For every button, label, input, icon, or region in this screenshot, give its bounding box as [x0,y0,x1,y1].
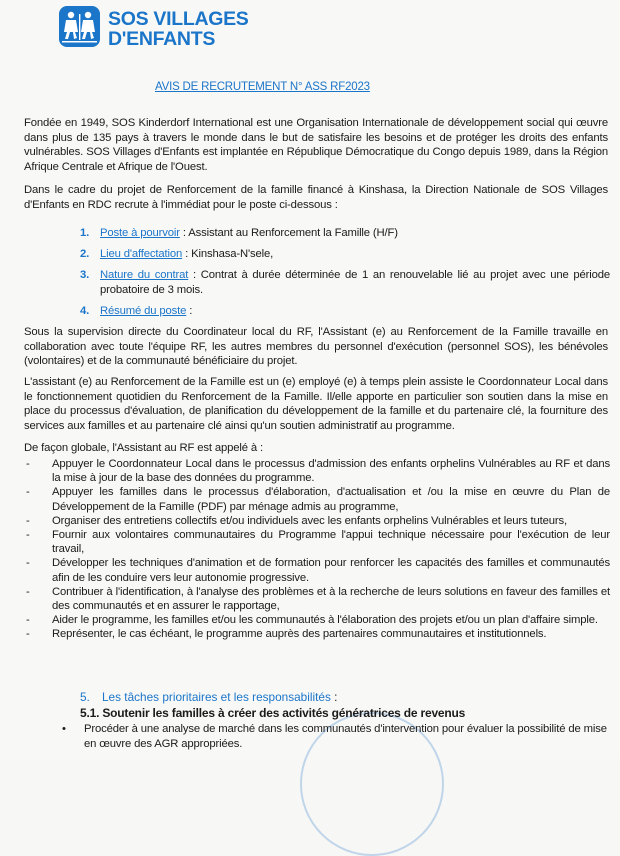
dash-bullet: - [26,614,30,627]
duty-item [24,514,610,528]
duty-text: Fournir aux volontaires communautaires du Programme l'appui technique nécessaire pour l'exécution de leur travail, [52,529,610,556]
duties-list [24,457,610,642]
item-lieu [80,247,610,262]
task-bullet-item [62,722,610,751]
item-number: 4. [80,305,90,317]
duty-text: Contribuer à l'identification, à l'analyse des problèmes et à la recherche de leurs solutions en faveur des familles et des communautés et en assurer le rapportage, [52,585,610,613]
page-title: AVIS DE RECRUTEMENT N° ASS RF2023 [155,81,370,93]
duty-text: Développer les techniques d'animation et de formation pour renforcer les capacités des familles et communautés afin de les conduire vers leur autonomie progressive. [52,557,610,584]
item-label: Poste à pourvoir [100,227,180,239]
subsection-5-1-heading: 5.1. Soutenir les familles à créer des activités génératrices de revenus [80,706,466,720]
item-text: : Kinshasa-N'sele, [182,248,274,260]
duty-item [24,457,610,485]
section-suffix: : [330,690,338,704]
duty-text: Représenter, le cas échéant, le programme auprès des partenaires communautaires et institutionnels. [52,628,547,641]
item-text: : Assistant au Renforcement la Famille (H/F) [179,227,398,239]
logo-text [108,9,249,49]
item-number: 1. [80,227,90,239]
section-5-heading [80,690,337,704]
bullet-dot: • [62,723,66,735]
dash-bullet: - [26,628,30,641]
item-contrat [80,268,610,298]
item-label: Résumé du poste [100,305,187,317]
dash-bullet: - [26,557,30,570]
item-number: 3. [80,269,90,281]
item-poste [80,226,610,241]
duty-item [24,613,610,627]
duty-item [24,627,610,641]
duty-item [24,485,610,513]
duty-text: Aider le programme, les familles et/ou les communautés à l'élaboration des projets et/ou un plan d'affaire simple. [52,614,598,627]
section-number: 5. [80,690,90,704]
dash-bullet: - [26,458,30,470]
dash-bullet: - [26,486,30,499]
item-number: 2. [80,248,90,260]
task-text: Procéder à une analyse de marché dans les communautés d'intervention pour évaluer la possibilité de mise en œuvre des AGR appropriées. [84,723,607,750]
duty-text: Organiser des entretiens collectifs et/ou individuels avec les enfants orphelins Vulnérables et leurs tuteurs, [52,514,567,527]
item-text: : Contrat à durée déterminée de 1 an renouvelable lié au projet avec une période probatoire de 3 mois. [100,269,610,296]
dash-bullet: - [26,514,30,527]
duty-item [24,585,610,613]
logo-line-1: SOS VILLAGES [108,8,249,30]
item-resume [80,304,610,319]
logo-line-2: D'ENFANTS [108,28,216,50]
item-label: Nature du contrat [100,269,189,281]
item-text: : [186,305,193,317]
logo [59,6,249,49]
summary-paragraph-2: L'assistant (e) au Renforcement de la Famille est un (e) employé (e) à temps plein assiste le Coordonnateur Local dans le fonctionnement quotidien du Renforcement de la Famille. Il/elle apporte en particulier son soutien dans la mise en place du processus d'évaluation, de planification du développement de la famille et du partenaire clé, la fourniture des services aux familles et au partenaire clé ainsi qu'un soutien administratif au programme. [24,376,608,432]
section-label: Les tâches prioritaires et les responsabilités [102,690,331,704]
duty-text: Appuyer les familles dans le processus d'élaboration, d'actualisation et /ou la mise en œuvre du Plan de Développement de la Famille (PDF) par ménage admis au programme, [52,486,610,513]
duty-item [24,528,610,556]
intro-paragraph-1: Fondée en 1949, SOS Kinderdorf International est une Organisation Internationale de développement social qui œuvre dans plus de 135 pays à travers le monde dans le but de satisfaire les besoins et de protéger les droits des enfants vulnérables. SOS Villages d'Enfants est implantée en République Démocratique du Congo depuis 1989, dans la Région Afrique Centrale et Afrique de l'Ouest. [24,117,608,173]
summary-paragraph-1: Sous la supervision directe du Coordinateur local du RF, l'Assistant (e) au Renforcement de la Famille travaille en collaboration avec toute l'équipe RF, les autres membres du personnel d'exécution (personnel SOS), les bénévoles (volontaires) et de la communauté bénéficiaire du projet. [24,326,608,367]
duty-text: Appuyer le Coordonnateur Local dans le processus d'admission des enfants orphelins Vulnérables au RF et dans la mise à jour de la base des données du programme. [52,458,610,485]
dash-bullet: - [26,585,30,598]
item-label: Lieu d'affectation [100,248,183,260]
duty-item [24,556,610,584]
intro-paragraph-2: Dans le cadre du projet de Renforcement de la famille financé à Kinshasa, la Direction Nationale de SOS Villages d'Enfants en RDC recrute à l'immédiat pour le poste ci-dessous : [24,184,608,211]
dash-bullet: - [26,529,30,542]
sos-children-logo-icon [59,6,100,47]
summary-paragraph-3: De façon globale, l'Assistant au RF est appelé à : [24,442,263,454]
